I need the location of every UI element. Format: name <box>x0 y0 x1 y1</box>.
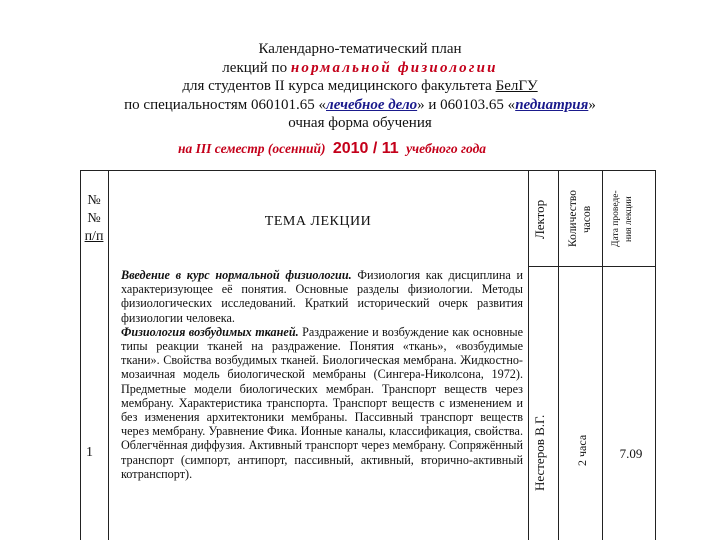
topic-title: Физиология возбудимых тканей. <box>121 324 299 339</box>
specialty-suffix: » <box>588 96 596 113</box>
lecture-topic-text <box>121 268 523 481</box>
title-line-2-prefix: лекций по <box>222 59 288 76</box>
title-line-3-prefix: для студентов II курса медицинского факультета <box>182 78 492 94</box>
hours-column-header <box>566 170 596 268</box>
semester-line <box>178 140 486 158</box>
document-header <box>0 40 720 133</box>
topic-title: Введение в курс нормальной физиологии. <box>121 268 352 282</box>
subject-name: нормальной физиологии <box>290 59 498 76</box>
number-header-line: № <box>87 211 101 226</box>
lecture-hours: 2 часа <box>575 434 589 466</box>
topic-description: Раздражение и возбуждение как основные типы реакции тканей на раздражение. Понятия «ткань», «возбудимые ткани». Свойства возбудимых тканей. Биологическая мембрана. Жидкостно-мозаичная модель биологической мембраны (Сингера-Николсона, 1972). Предметные модели биологических мембран. Транспорт веществ через мембрану. Характеристика транспорта. Транспорт веществ с изменением и без изменения архитектоники мембраны. Пассивный транспорт веществ через мембрану. Уравнение Фика. Ионные каналы, классификация, свойства. Облегчённая диффузия. Активный транспорт через мембрану. Сопряжённый транспорт (симпорт, антипорт, пассивный, активный, вторично-активный котранспорт). <box>121 324 523 481</box>
specialty-mid: » и 060103.65 « <box>417 96 516 113</box>
academic-year: 2010 / 11 <box>332 140 399 157</box>
semester-label: на III семестр (осенний) <box>178 141 326 156</box>
date-header-line: Дата проведе- <box>611 190 621 248</box>
number-header-line: п/п <box>84 229 104 244</box>
specialty-2: педиатрия <box>515 96 589 113</box>
title-line-5: очная форма обучения <box>288 115 432 131</box>
university-name: БелГУ <box>495 78 538 94</box>
lecture-table <box>80 170 656 540</box>
topic-column-header: ТЕМА ЛЕКЦИИ <box>264 214 372 229</box>
topic-description: Физиология как дисциплина и характеризующее её понятия. Основные разделы физиологии. Методы физиологических исследований. Краткий исторический очерк развития физиологии человека. <box>121 268 524 325</box>
specialty-prefix: по специальностям 060101.65 « <box>124 96 327 113</box>
hours-header-line: Количество <box>567 190 579 248</box>
row-number: 1 <box>86 445 93 460</box>
lecturer-name: Нестеров В.Г. <box>532 414 547 492</box>
year-suffix: учебного года <box>406 141 487 156</box>
table-border-right <box>655 170 656 540</box>
number-header-line: № <box>87 193 101 208</box>
title-line-2 <box>0 59 720 78</box>
lecturer-column-header: Лектор <box>532 199 547 239</box>
title-line-1: Календарно-тематический план <box>258 41 462 57</box>
table-col-divider <box>602 170 603 540</box>
topic-paragraph <box>121 268 523 325</box>
title-line-3 <box>0 77 720 96</box>
date-header-line: ния лекции <box>624 196 634 242</box>
number-column-header <box>80 192 108 246</box>
lecture-date: 7.09 <box>619 446 643 461</box>
title-line-4 <box>0 96 720 115</box>
topic-paragraph <box>121 325 523 481</box>
table-col-divider <box>558 170 559 540</box>
hours-header-line: часов <box>581 205 593 233</box>
specialty-1: лечебное дело <box>326 96 418 113</box>
date-column-header <box>610 170 642 268</box>
